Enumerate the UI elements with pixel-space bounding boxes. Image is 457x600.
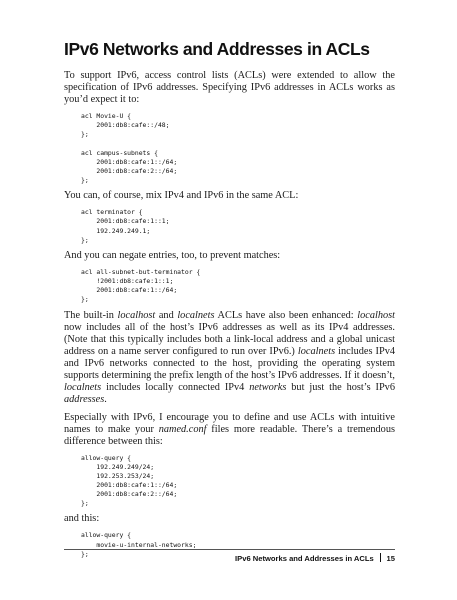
- footer-section-title: IPv6 Networks and Addresses in ACLs: [235, 554, 374, 563]
- code-block-mixed-acl: acl terminator { 2001:db8:cafe:1::1; 192.249.249.1; };: [81, 208, 170, 244]
- negate-paragraph: And you can negate entries, too, to prevent matches:: [64, 249, 281, 261]
- footer-separator: [380, 553, 381, 562]
- intro-paragraph: To support IPv6, access control lists (ACLs) were extended to allow the specification of IPv6 addresses. Specifying IPv6 addresses in ACLs works as you’d expect it to:: [64, 70, 395, 105]
- footer-divider: [64, 549, 395, 550]
- code-block-allow-query-named: allow-query { movie-u-internal-networks; };: [81, 531, 197, 558]
- code-block-acl-example: acl Movie-U { 2001:db8:cafe::/48; }; acl campus-subnets { 2001:db8:cafe:1::/64; 2001:db8:cafe:2::/64; };: [81, 112, 178, 185]
- page-body: [64, 70, 395, 564]
- builtin-acls-paragraph: The built-in localhost and localnets ACLs have also been enhanced: localhost now includes all of the host’s IPv6 addresses as well as its IPv4 addresses. (Note that this typically includes both a link-local address and a global unicast address on a name server configured to run over IPv6.) localnets includes IPv4 and IPv6 networks connected to the host, providing the operating system supports determining the prefix length of the host’s IPv6 addresses. If it doesn’t, localnets includes locally connected IPv4 networks but just the host’s IPv6 addresses.: [64, 309, 396, 405]
- section-title: IPv6 Networks and Addresses in ACLs: [64, 39, 370, 59]
- code-block-negated-acl: acl all-subnet-but-terminator { !2001:db8:cafe:1::1; 2001:db8:cafe:1::/64; };: [81, 267, 201, 304]
- page-number: 15: [386, 554, 395, 563]
- code-block-allow-query-literal: allow-query { 192.249.249/24; 192.253.253/24; 2001:db8:cafe:1::/64; 2001:db8:cafe:2::/64; };: [81, 453, 178, 508]
- page-footer: [235, 553, 395, 563]
- mix-paragraph: You can, of course, mix IPv4 and IPv6 in the same ACL:: [64, 190, 299, 202]
- and-this-paragraph: and this:: [64, 513, 100, 525]
- intuitive-names-paragraph: Especially with IPv6, I encourage you to define and use ACLs with intuitive names to make your named.conf files more readable. There’s a tremendous difference between this:: [64, 411, 395, 447]
